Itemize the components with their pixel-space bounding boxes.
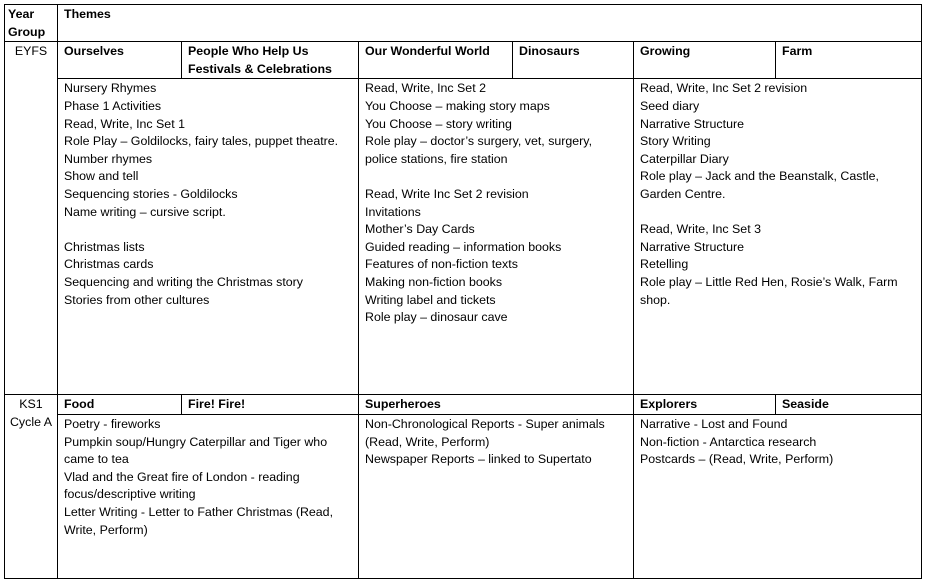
activity-line: Read, Write, Inc Set 1 [64,116,185,131]
ks1-theme-row [5,395,922,415]
curriculum-table [4,4,922,579]
activity-line: Caterpillar Diary [640,151,729,166]
header-row [5,5,922,42]
activity-line [640,204,915,222]
activity-line: Vlad and the Great fire of London - reading focus/descriptive writing [64,469,300,502]
activity-line: Non-fiction - Antarctica research [640,434,817,449]
theme-food: Food [58,395,182,415]
theme-our-wonderful-world: Our Wonderful World [359,42,513,79]
theme-fire-fire: Fire! Fire! [182,395,359,415]
activity-line: Newspaper Reports – linked to Supertato [365,452,592,467]
activity-line: Read, Write, Inc Set 2 [365,81,486,96]
activity-line: Role play – Jack and the Beanstalk, Castle, Garden Centre. [640,169,879,201]
eyfs-summer-activities [634,79,922,395]
activity-line: Retelling [640,257,689,272]
eyfs-autumn-activities [58,79,359,395]
year-group-header: Year Group [5,5,58,42]
activity-line: Nursery Rhymes [64,81,157,96]
eyfs-theme-row [5,42,922,79]
activity-line: Guided reading – information books [365,239,562,254]
activity-line: Letter Writing - Letter to Father Christmas (Read, Write, Perform) [64,504,334,537]
activity-line: Role Play – Goldilocks, fairy tales, puppet theatre. [64,134,339,149]
activity-line: Name writing – cursive script. [64,204,226,219]
eyfs-content-row [5,79,922,395]
ks1-autumn-activities [58,414,359,578]
activity-line: Narrative - Lost and Found [640,416,788,431]
activity-line: Phase 1 Activities [64,98,162,113]
activity-line: Non-Chronological Reports - Super animals (Read, Write, Perform) [365,416,605,449]
theme-dinosaurs: Dinosaurs [513,42,634,79]
activity-line: Christmas lists [64,239,145,254]
theme-seaside: Seaside [776,395,922,415]
activity-line: Show and tell [64,169,139,184]
activity-line: Pumpkin soup/Hungry Caterpillar and Tiger who came to tea [64,434,328,467]
activity-line [64,221,352,239]
activity-line: Read, Write, Inc Set 3 [640,222,761,237]
activity-line: Role play – doctor’s surgery, vet, surgery, police stations, fire station [365,134,593,166]
activity-line: Role play – Little Red Hen, Rosie’s Walk, Farm shop. [640,274,898,307]
activity-line: Role play – dinosaur cave [365,310,508,325]
ks1-content-row [5,414,922,578]
themes-header: Themes [58,5,922,42]
activity-line: You Choose – story writing [365,116,512,131]
theme-ourselves: Ourselves [58,42,182,79]
ks1-spring-activities [359,414,634,578]
activity-line: Number rhymes [64,151,153,166]
activity-line: Christmas cards [64,257,154,272]
activity-line: Seed diary [640,98,700,113]
theme-people-who-help-us: People Who Help Us Festivals & Celebrations [182,42,359,79]
activity-line: Sequencing and writing the Christmas story [64,274,303,289]
activity-line: Read, Write Inc Set 2 revision [365,186,529,201]
activity-line: Poetry - fireworks [64,416,161,431]
ks1-summer-activities [634,414,922,578]
activity-line: You Choose – making story maps [365,98,550,113]
activity-line: Invitations [365,204,421,219]
activity-line: Mother’s Day Cards [365,222,475,237]
theme-explorers: Explorers [634,395,776,415]
activity-line: Narrative Structure [640,239,744,254]
activity-line: Read, Write, Inc Set 2 revision [640,81,808,96]
activity-line: Postcards – (Read, Write, Perform) [640,452,834,467]
activity-line: Making non-fiction books [365,274,503,289]
ks1-year-cell: KS1 Cycle A [5,395,58,579]
activity-line: Features of non-fiction texts [365,257,518,272]
theme-growing: Growing [634,42,776,79]
eyfs-year-cell: EYFS [5,42,58,395]
activity-line: Writing label and tickets [365,292,496,307]
activity-line: Story Writing [640,134,711,149]
activity-line: Stories from other cultures [64,292,210,307]
activity-line [365,168,627,186]
eyfs-spring-activities [359,79,634,395]
activity-line: Narrative Structure [640,116,744,131]
activity-line: Sequencing stories - Goldilocks [64,186,238,201]
theme-superheroes: Superheroes [359,395,634,415]
theme-farm: Farm [776,42,922,79]
